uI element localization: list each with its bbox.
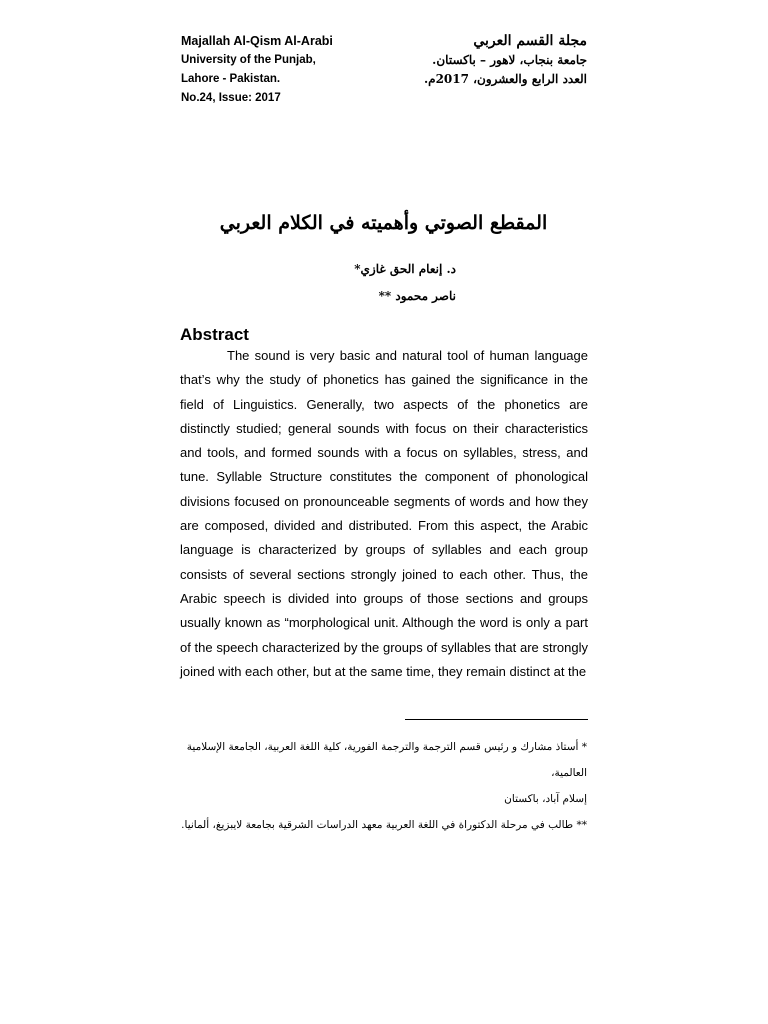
journal-name: Majallah Al-Qism Al-Arabi: [181, 34, 333, 48]
footnote-2: ** طالب في مرحلة الدكتوراة في اللغة العربية معهد الدراسات الشرقية بجامعة لايبزيغ، ألمانيا.: [181, 819, 587, 831]
university-name: University of the Punjab,: [181, 54, 316, 66]
journal-location-arabic: جامعة بنجاب، لاهور – باكستان.: [432, 53, 587, 67]
journal-location: Lahore - Pakistan.: [181, 73, 281, 85]
article-title: المقطع الصوتي وأهميته في الكلام العربي: [219, 212, 548, 234]
journal-name-arabic: مجلة القسم العربي: [473, 33, 587, 49]
footnotes: [180, 734, 587, 838]
abstract-heading: Abstract: [180, 325, 249, 344]
author-list: [354, 256, 456, 310]
footnote-divider: [405, 719, 588, 720]
author-2: ناصر محمود **: [378, 289, 456, 303]
footnote-1: * أستاذ مشارك و رئيس قسم الترجمة والترجمة الفورية، كلية اللغة العربية، الجامعة الإسلامية العالمية،: [186, 741, 587, 779]
abstract-body: The sound is very basic and natural tool of human language that’s why the study of phonetics has gained the significance in the field of Linguistics. Generally, two aspects of the phonetics are distinctly studied; general sounds with focus on their characteristics and tools, and formed sounds with a focus on syllables, stress, and tune. Syllable Structure constitutes the component of phonological divisions focused on pronounceable segments of words and how they are composed, divided and distributed. From this aspect, the Arabic language is characterized by groups of syllables and each group consists of several sections strongly joined to each other. Thus, the Arabic speech is divided into groups of those sections and groups usually known as “morphological unit. Although the word is only a part of the speech characterized by the groups of syllables that are strongly joined with each other, but at the same time, they remain distinct at the: [180, 348, 588, 679]
issue-info: No.24, Issue: 2017: [181, 92, 281, 104]
journal-header-arabic: [347, 32, 587, 89]
footnote-1-continued: إسلام آباد، باكستان: [504, 793, 587, 805]
author-1: د. إنعام الحق غازي*: [354, 262, 456, 276]
issue-info-arabic: العدد الرابع والعشرون، 2017م.: [423, 72, 587, 86]
